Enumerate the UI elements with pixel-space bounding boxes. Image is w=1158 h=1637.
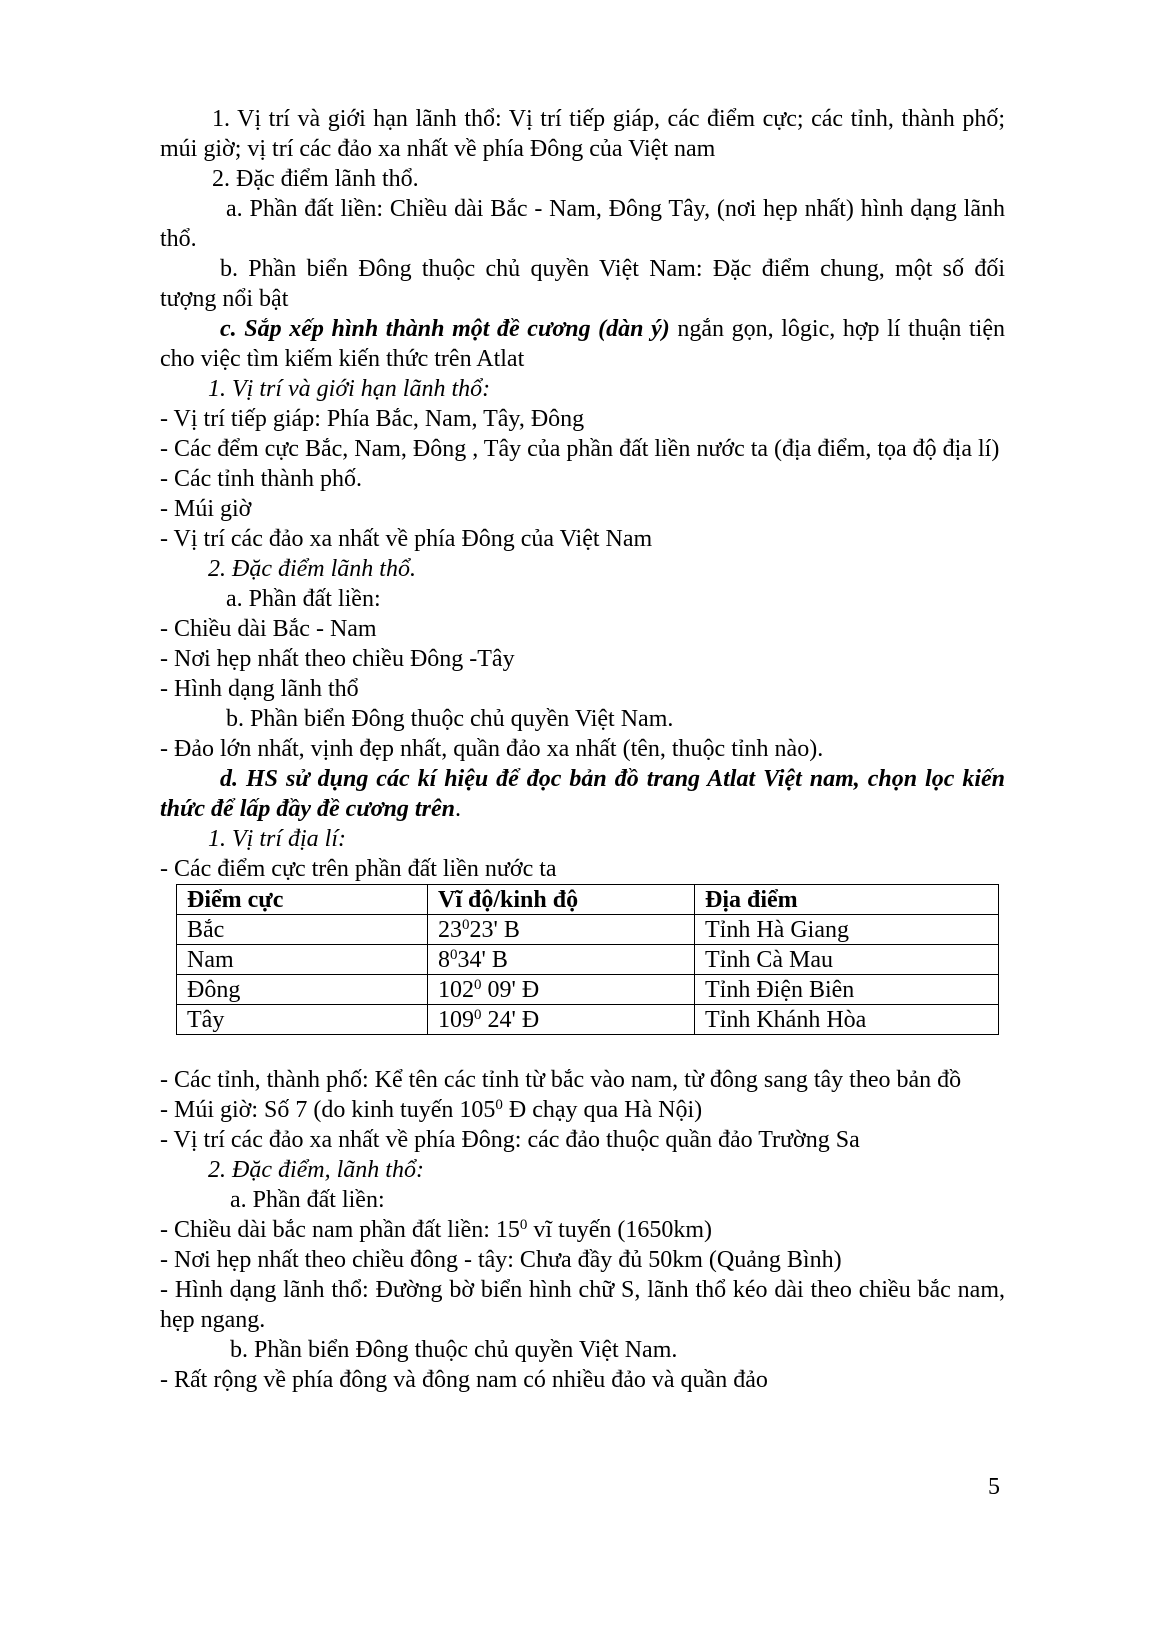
table-cell: Tỉnh Cà Mau	[695, 945, 999, 975]
coord-value: 24' Đ	[481, 1006, 540, 1033]
coord-value: 8	[438, 946, 450, 973]
list-item: - Chiều dài Bắc - Nam	[160, 616, 377, 642]
page-number: 5	[988, 1474, 1000, 1500]
list-item: - Múi giờ	[160, 496, 252, 522]
list-item: - Nơi hẹp nhất theo chiều Đông -Tây	[160, 646, 515, 672]
step-d-end: .	[454, 796, 461, 822]
table-row	[177, 915, 999, 945]
table-cell	[428, 915, 695, 945]
table-cell	[428, 1005, 695, 1035]
coord-value: 102	[438, 976, 474, 1003]
table-header-cell: Địa điểm	[695, 885, 999, 915]
list-item	[160, 1215, 1005, 1245]
list-item: - Các điểm cực trên phần đất liền nước ta	[160, 856, 557, 882]
degree-sup: 0	[462, 916, 470, 933]
step-c-heading: c. Sắp xếp hình thành một đề cương (dàn ý)	[220, 316, 670, 342]
coord-value: 109	[438, 1006, 474, 1033]
coord-value: 23	[438, 916, 462, 943]
step-c-paragraph	[160, 314, 1005, 374]
coord-value: 34' B	[457, 946, 508, 973]
table-cell	[428, 945, 695, 975]
outline-item-2: 2. Đặc điểm lãnh thổ.	[212, 166, 419, 192]
table-header-row	[177, 885, 999, 915]
list-item: - Hình dạng lãnh thổ: Đường bờ biển hình chữ S, lãnh thổ kéo dài theo chiều bắc nam, hẹp ngang.	[160, 1277, 1005, 1333]
section-heading-4: 2. Đặc điểm, lãnh thổ:	[208, 1157, 424, 1183]
table-cell: Tỉnh Hà Giang	[695, 915, 999, 945]
degree-sup: 0	[474, 1006, 482, 1023]
list-item	[160, 1095, 1005, 1125]
list-item: - Các tỉnh thành phố.	[160, 466, 362, 492]
table-header-cell: Điểm cực	[177, 885, 428, 915]
subsection-heading-a: a. Phần đất liền:	[226, 586, 381, 612]
degree-sup: 0	[519, 1217, 528, 1233]
list-item: - Các đểm cực Bắc, Nam, Đông , Tây của phần đất liền nước ta (địa điểm, tọa độ địa lí)	[160, 436, 1000, 462]
degree-sup: 0	[450, 946, 458, 963]
coord-value: 23' B	[469, 916, 520, 943]
outline-item-1: 1. Vị trí và giới hạn lãnh thổ: Vị trí tiếp giáp, các điểm cực; các tỉnh, thành phố; múi giờ; vị trí các đảo xa nhất về phía Đông của Việt nam	[160, 106, 1005, 162]
list-item: - Nơi hẹp nhất theo chiều đông - tây: Chưa đầy đủ 50km (Quảng Bình)	[160, 1247, 842, 1273]
list-item: - Rất rộng về phía đông và đông nam có nhiều đảo và quần đảo	[160, 1367, 768, 1393]
list-item: - Vị trí các đảo xa nhất về phía Đông của Việt Nam	[160, 526, 653, 552]
subsection-heading-b: b. Phần biển Đông thuộc chủ quyền Việt Nam.	[226, 706, 674, 732]
step-d-paragraph	[160, 764, 1005, 824]
subsection-heading-a2: a. Phần đất liền:	[230, 1187, 385, 1213]
list-item: - Đảo lớn nhất, vịnh đẹp nhất, quần đảo xa nhất (tên, thuộc tỉnh nào).	[160, 736, 824, 762]
section-heading-2: 2. Đặc điểm lãnh thổ.	[208, 556, 416, 582]
list-item: - Vị trí các đảo xa nhất về phía Đông: các đảo thuộc quần đảo Trường Sa	[160, 1127, 860, 1153]
step-d-heading: d. HS sử dụng các kí hiệu để đọc bản đồ trang Atlat Việt nam, chọn lọc kiến thức để lấp đầy đề cương trên	[160, 766, 1005, 822]
coord-value: 09' Đ	[481, 976, 540, 1003]
text-run: - Múi giờ: Số 7 (do kinh tuyến 105	[160, 1097, 496, 1123]
table-cell	[428, 975, 695, 1005]
text-run: vĩ tuyến (1650km)	[527, 1217, 713, 1243]
table-row	[177, 945, 999, 975]
table-cell: Bắc	[177, 915, 428, 945]
degree-sup: 0	[474, 976, 482, 993]
section-heading-3: 1. Vị trí địa lí:	[208, 826, 346, 852]
table-cell: Tỉnh Điện Biên	[695, 975, 999, 1005]
table-cell: Đông	[177, 975, 428, 1005]
text-run: - Chiều dài bắc nam phần đất liền: 15	[160, 1217, 520, 1243]
list-item: - Vị trí tiếp giáp: Phía Bắc, Nam, Tây, Đông	[160, 406, 585, 432]
list-item: - Hình dạng lãnh thổ	[160, 676, 359, 702]
table-row	[177, 975, 999, 1005]
outline-item-2a: a. Phần đất liền: Chiều dài Bắc - Nam, Đông Tây, (nơi hẹp nhất) hình dạng lãnh thổ.	[160, 196, 1005, 252]
table-header-cell: Vĩ độ/kinh độ	[428, 885, 695, 915]
degree-sup: 0	[495, 1097, 503, 1113]
outline-item-2b: b. Phần biển Đông thuộc chủ quyền Việt Nam: Đặc điểm chung, một số đối tượng nổi bật	[160, 256, 1005, 312]
extreme-points-table	[176, 884, 999, 1035]
table-row	[177, 1005, 999, 1035]
list-item: - Các tỉnh, thành phố: Kể tên các tỉnh từ bắc vào nam, từ đông sang tây theo bản đồ	[160, 1067, 962, 1093]
table-cell: Nam	[177, 945, 428, 975]
table-cell: Tây	[177, 1005, 428, 1035]
section-heading-1: 1. Vị trí và giới hạn lãnh thổ:	[208, 376, 491, 402]
text-run: Đ chạy qua Hà Nội)	[502, 1097, 703, 1123]
document-body	[160, 104, 1005, 1395]
subsection-heading-b2: b. Phần biển Đông thuộc chủ quyền Việt Nam.	[230, 1337, 678, 1363]
table-cell: Tỉnh Khánh Hòa	[695, 1005, 999, 1035]
step-c-text: ngắn gọn, lôgic, hợp lí thuận tiện cho việc tìm kiếm kiến thức trên Atlat	[160, 316, 1005, 372]
